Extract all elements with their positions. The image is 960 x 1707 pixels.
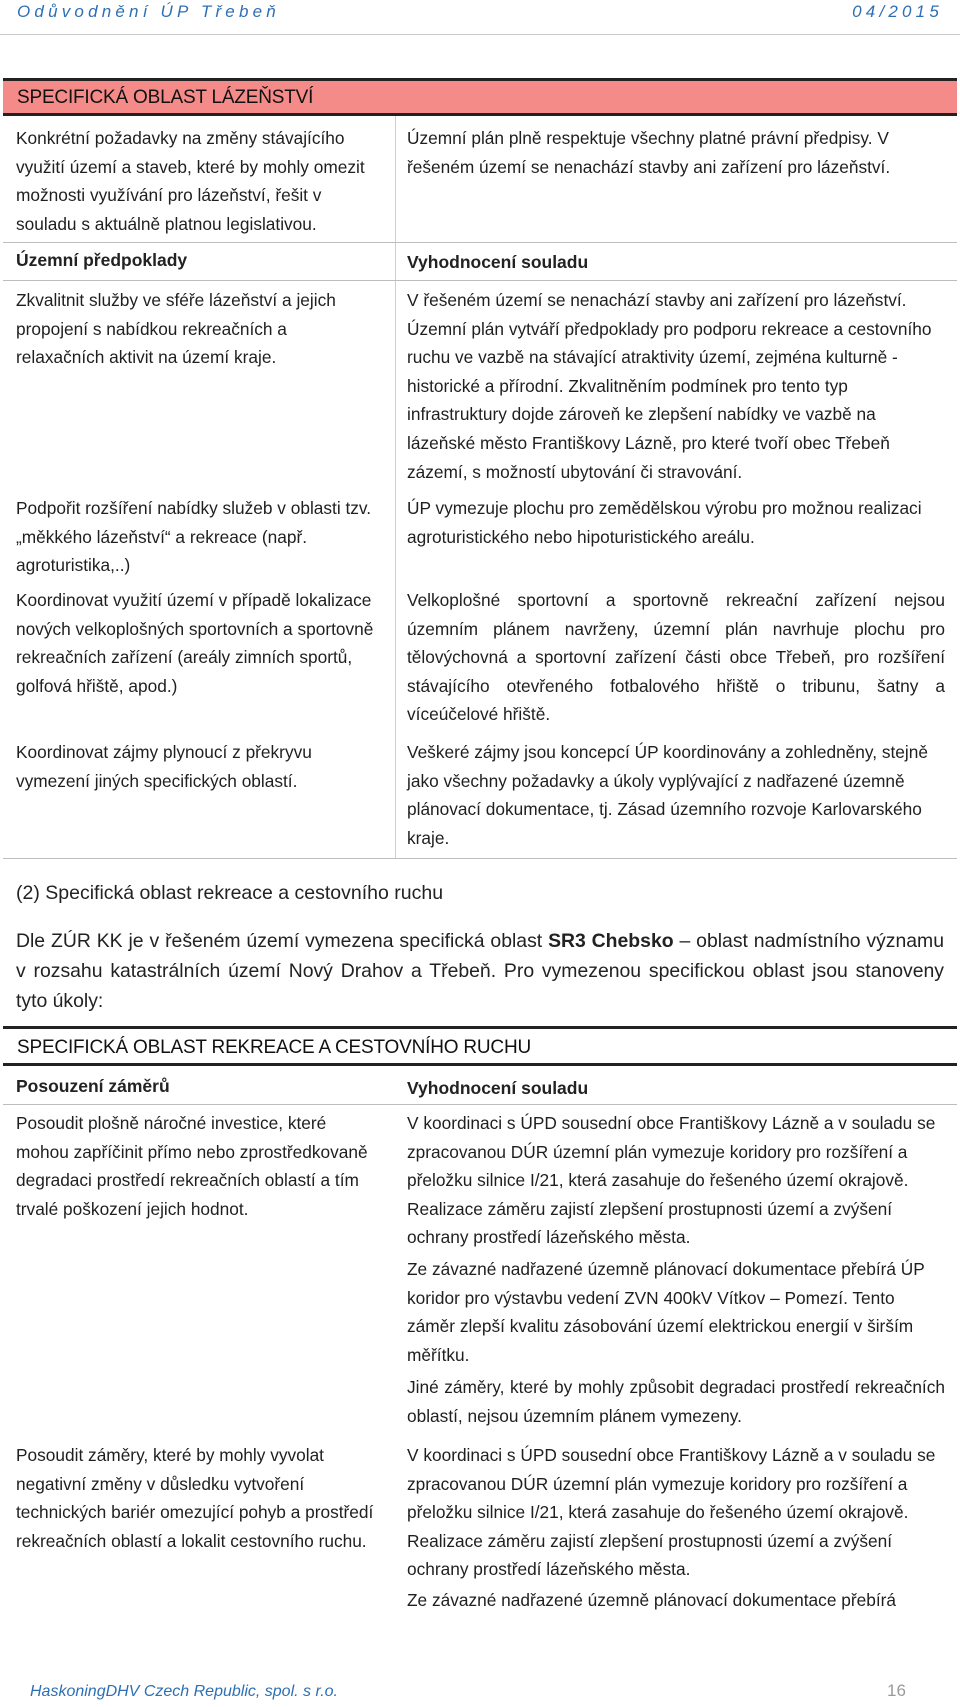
header-divider bbox=[0, 34, 960, 35]
paragraph-text: – oblast nadmístního významu v rozsahu katastrálních území Nový Drahov a Třebeň. Pro vymezenou specifickou oblast jsou stanoveny tyto úkoly: bbox=[16, 930, 944, 1012]
document-date: 04/2015 bbox=[852, 2, 943, 21]
section-paragraph bbox=[16, 926, 944, 1016]
spa-row-2-assessment: ÚP vymezuje plochu pro zemědělskou výrobu pro možnou realizaci agroturistického nebo hipoturistického areálu. bbox=[407, 498, 922, 547]
column-divider bbox=[395, 116, 396, 858]
column-heading-compliance: Vyhodnocení souladu bbox=[407, 252, 589, 272]
column-heading-compliance: Vyhodnocení souladu bbox=[407, 1078, 589, 1098]
row-divider bbox=[3, 242, 957, 243]
table-title-bar-spa bbox=[3, 78, 957, 116]
row-divider bbox=[3, 1104, 957, 1105]
spa-row-1-requirement: Zkvalitnit služby ve sféře lázeňství a jejich propojení s nabídkou rekreačních a relaxačních aktivit na území kraje. bbox=[16, 290, 336, 368]
spa-row-3-assessment: Velkoplošné sportovní a sportovně rekreační zařízení nejsou územním plánem navrženy, územní plán navrhuje plochu pro tělovýchovná a sportovní zařízení části obce Třebeň, pro rozšíření stávajícího otevřeného fotbalového hřiště o tribunu, šatny a víceúčelové hřiště. bbox=[407, 590, 945, 725]
spa-row-4-assessment: Veškeré zájmy jsou koncepcí ÚP koordinovány a zohledněny, stejně jako všechny požadavky a úkoly vyplývající z nadřazené územně plánovací dokumentace, tj. Zásad územního rozvoje Karlovarského kraje. bbox=[407, 742, 928, 848]
paragraph-highlight: SR3 Chebsko bbox=[548, 930, 674, 952]
page-header bbox=[0, 0, 960, 44]
recreation-row-2-requirement: Posoudit záměry, které by mohly vyvolat negativní změny v důsledku vytvoření technických bariér omezující pohyb a prostředí rekreačních oblastí a lokalit cestovního ruchu. bbox=[16, 1445, 374, 1551]
recreation-row-2-assessment-1: V koordinaci s ÚPD sousední obce Františkovy Lázně a v souladu se zpracovanou DÚR územní plán vymezuje koridory pro rozšíření a přeložku silnice I/21, která zasahuje do řešeného území okrajově. Realizace záměru zajistí zlepšení prostupnosti území a zvýšení ochrany prostředí lázeňského města. bbox=[407, 1445, 936, 1580]
recreation-row-1-assessment-1: V koordinaci s ÚPD sousední obce Františkovy Lázně a v souladu se zpracovanou DÚR územní plán vymezuje koridory pro rozšíření a přeložku silnice I/21, která zasahuje do řešeného území okrajově. Realizace záměru zajistí zlepšení prostupnosti území a zvýšení ochrany prostředí lázeňského města. bbox=[407, 1113, 936, 1248]
spa-intro-assessment: Územní plán plně respektuje všechny platné právní předpisy. V řešeném území se nenachází stavby ani zařízení pro lázeňství. bbox=[407, 128, 891, 177]
footer-company: HaskoningDHV Czech Republic, spol. s r.o. bbox=[30, 1683, 338, 1700]
paragraph-text: Dle ZÚR KK je v řešeném území vymezena specifická oblast bbox=[16, 930, 549, 952]
section-heading: (2) Specifická oblast rekreace a cestovního ruchu bbox=[16, 882, 444, 904]
table-title-bar-recreation bbox=[3, 1026, 957, 1066]
recreation-row-2-assessment-2: Ze závazné nadřazené územně plánovací dokumentace přebírá bbox=[407, 1590, 896, 1610]
page-number: 16 bbox=[887, 1681, 906, 1700]
recreation-row-1-assessment-3: Jiné záměry, které by mohly způsobit degradaci prostředí rekreačních oblastí, nejsou územním plánem vymezeny. bbox=[407, 1377, 945, 1426]
row-divider bbox=[3, 280, 957, 281]
table-title-recreation: SPECIFICKÁ OBLAST REKREACE A CESTOVNÍHO RUCHU bbox=[17, 1037, 531, 1058]
recreation-row-1-requirement: Posoudit plošně náročné investice, které mohou zapříčinit přímo nebo zprostředkovaně degradaci prostředí rekreačních oblastí a tím trvalé poškození jejich hodnot. bbox=[16, 1113, 368, 1219]
column-heading-assessment: Posouzení záměrů bbox=[16, 1076, 170, 1096]
recreation-row-1-assessment-2: Ze závazné nadřazené územně plánovací dokumentace přebírá ÚP koridor pro výstavbu vedení ZVN 400kV Vítkov – Pomezí. Tento záměr zlepší kvalitu zásobování území elektrickou energií v širším měřítku. bbox=[407, 1259, 925, 1365]
spa-row-1-assessment: V řešeném území se nenachází stavby ani zařízení pro lázeňství. Územní plán vytváří předpoklady pro podporu rekreace a cestovního ruchu ve vazbě na stávající atraktivity území, zejména kulturně - historické a přírodní. Zkvalitněním podmínek pro tento typ infrastruktury dojde zároveň ke zlepšení nabídky ve vazbě na lázeňské město Františkovy Lázně, pro které tvoří obec Třebeň zázemí, s možností ubytování či stravování. bbox=[407, 290, 932, 482]
document-title: Odůvodnění ÚP Třebeň bbox=[17, 2, 280, 21]
table-bottom-border bbox=[3, 858, 957, 859]
column-heading-preconditions: Územní předpoklady bbox=[16, 250, 188, 270]
spa-row-2-requirement: Podpořit rozšíření nabídky služeb v oblasti tzv. „měkkého lázeňství“ a rekreace (např. agroturistika,..) bbox=[16, 498, 372, 576]
spa-row-3-requirement: Koordinovat využití území v případě lokalizace nových velkoplošných sportovních a sportovně rekreačních zařízení (areály zimních sportů, golfová hřiště, apod.) bbox=[16, 590, 374, 696]
table-title-spa: SPECIFICKÁ OBLAST LÁZEŇSTVÍ bbox=[17, 87, 314, 108]
spa-row-4-requirement: Koordinovat zájmy plynoucí z překryvu vymezení jiných specifických oblastí. bbox=[16, 742, 312, 791]
spa-intro-requirement: Konkrétní požadavky na změny stávajícího využití území a staveb, které by mohly omezit možnosti využívání pro lázeňství, řešit v souladu s aktuálně platnou legislativou. bbox=[16, 128, 365, 234]
